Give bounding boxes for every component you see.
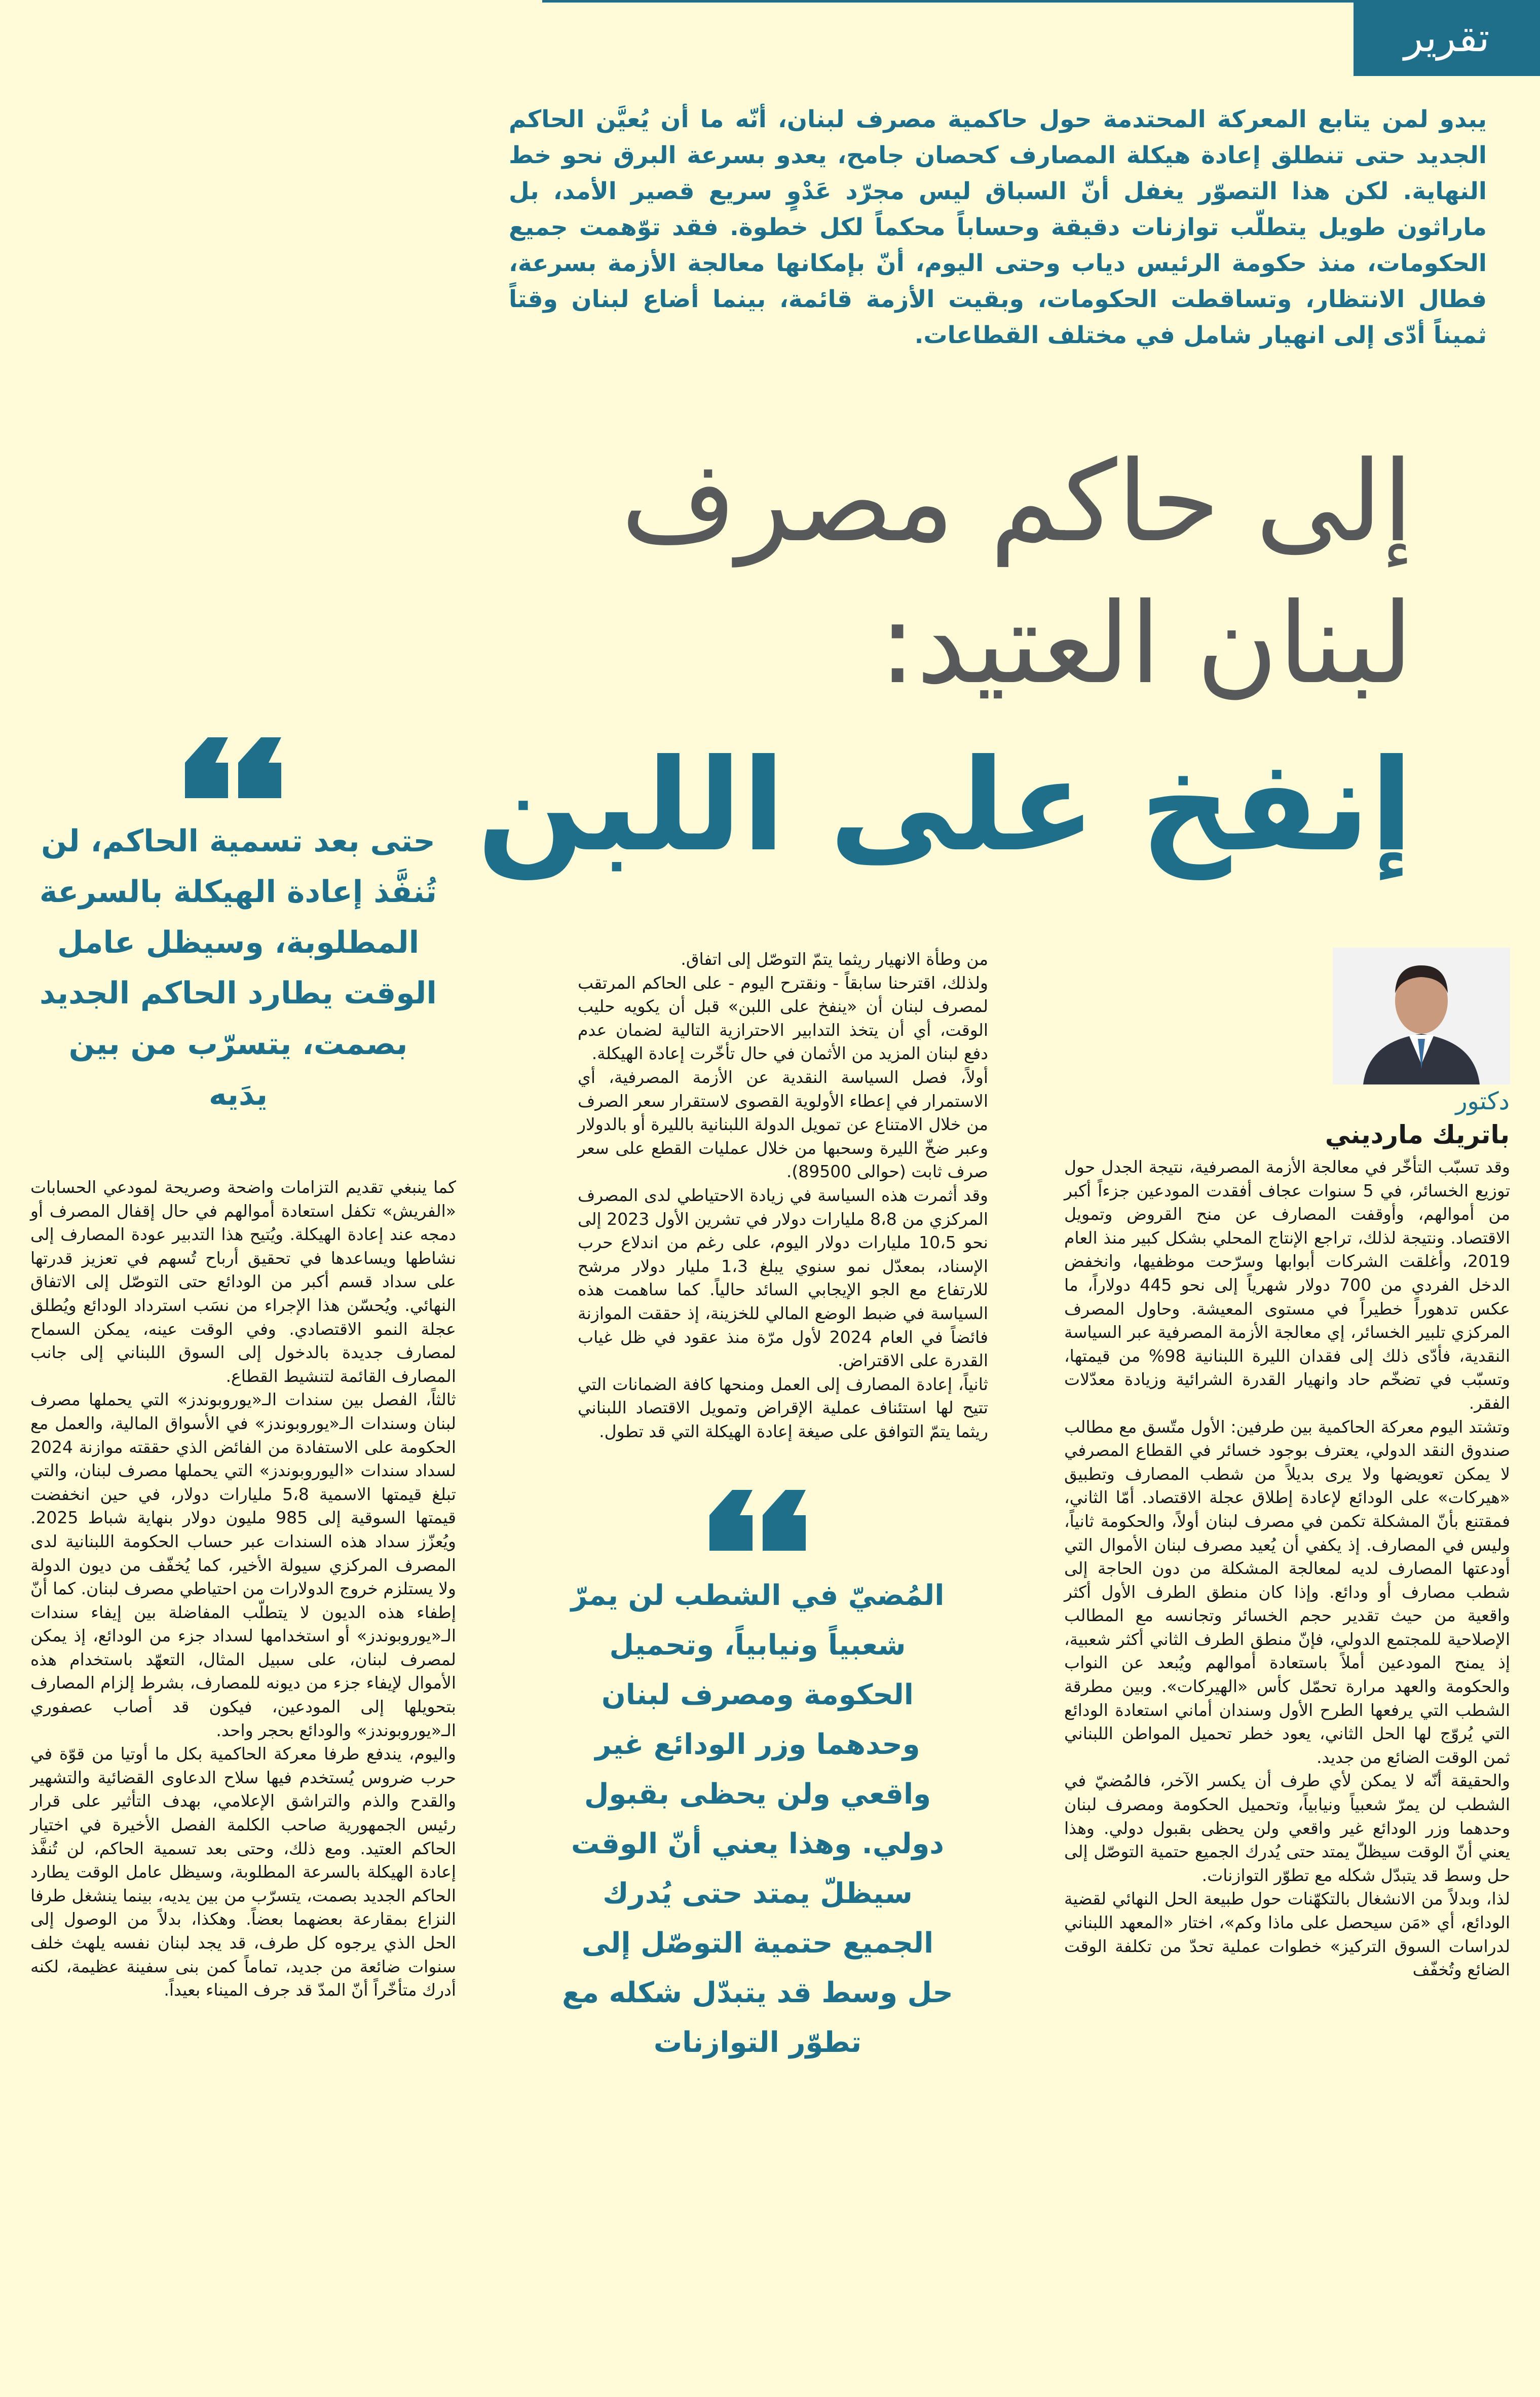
section-tag: تقرير: [1354, 0, 1540, 76]
column-middle: [578, 948, 988, 1443]
author-portrait-icon: [1333, 948, 1510, 1084]
author-photo: [1333, 948, 1510, 1084]
body-paragraph: كما ينبغي تقديم التزامات واضحة وصريحة لمودعي الحسابات «الفريش» تكفل استعادة أموالهم في حال إقفال المصرف أو دمجه عند إعادة الهيكلة. ويُتيح هذا التدبير عودة المصارف إلى نشاطها ويساعدها في تحقيق أرباح تُسهم في تعزيز قدرتها على سداد قسم أكبر من الودائع حتى التوصّل إلى الاتفاق النهائي. ويُحسّن هذا الإجراء من نسَب استرداد الودائع ويُطلق عجلة النمو الاقتصادي. وفي الوقت عينه، يمكن السماح لمصارف جديدة بالدخول إلى السوق اللبناني إلى جانب المصارف القائمة لتنشيط القطاع.: [30, 1177, 456, 1386]
body-paragraph: ولذلك، اقترحنا سابقاً - ونقترح اليوم - على الحاكم المرتقب لمصرف لبنان أن «ينفخ على اللبن» قبل أن يكويه حليب الوقت، أي أن يتخذ التدابير الاحترازية التالية لضمان عدم دفع لبنان المزيد من الأثمان في حال تأخّرت إعادة الهيكلة.: [578, 972, 988, 1064]
pullquote-2: المُضيّ في الشطب لن يمرّ شعبياً ونيابياً، وتحميل الحكومة ومصرف لبنان وحدهما وزر الودائع غير واقعي ولن يحظى بقبول دولي. وهذا يعني أنّ الوقت سيظلّ يمتد حتى يُدرك الجميع حتمية التوصّل إلى حل وسط قد يتبدّل شكله مع تطوّر التوازنات: [562, 1579, 953, 2059]
body-paragraph: وتشتد اليوم معركة الحاكمية بين طرفين: الأول متّسق مع مطالب صندوق النقد الدولي، يعترف بوجود خسائر في القطاع المصرفي لا يمكن تعويضها ولا يرى بديلاً من شطب المصارف وتطبيق «هيركات» على الودائع لإعادة إطلاق عجلة الاقتصاد. أمّا الثاني، فمقتنع بأنّ المشكلة تكمن في مصرف لبنان أولاً، والحكومة ثانياً، وليس في المصارف. إذ يكفي أن يُعيد مصرف لبنان الأموال التي أودعتها المصارف لديه لمعالجة المشكلة من دون الحاجة إلى شطب مصارف أو ودائع. وإذا كان منطق الطرف الأول أكثر واقعية من حيث تقدير حجم الخسائر وتجانسه مع المطالب الإصلاحية للمجتمع الدولي، فإنّ منطق الطرف الثاني أكثر شعبية، إذ يمنح المودعين أملاً باستعادة أموالهم ويُبعد عن النواب والحكومة والعهد مرارة تحمّل كأس «الهيركات». وبين مطرقة الشطب التي يرفعها الطرح الأول وسندان أماني استعادة الودائع التي يُروّج لها الحل الثاني، يعود خطر تحميل المواطن اللبناني ثمن الوقت الضائع من جديد.: [1064, 1416, 1510, 1767]
body-paragraph: أولاً، فصل السياسة النقدية عن الأزمة المصرفية، أي الاستمرار في إعطاء الأولوية القصوى لاستقرار سعر الصرف من خلال الامتناع عن تمويل الدولة اللبنانية بالليرة أو بالدولار وعبر ضخّ الليرة وسحبها من خلال عمليات القطع على سعر صرف ثابت (حوالى 89500).: [578, 1067, 988, 1182]
body-paragraph: ثانياً، إعادة المصارف إلى العمل ومنحها كافة الضمانات التي تتيح لها استئناف عملية الإقراض وتمويل الاقتصاد اللبناني ريثما يتمّ التوافق على صيغة إعادة الهيكلة التي قد تطول.: [578, 1374, 988, 1441]
headline-line-2: لبنان العتيد:: [879, 579, 1413, 708]
headline: [298, 431, 1413, 887]
lead-paragraph: يبدو لمن يتابع المعركة المحتدمة حول حاكمية مصرف لبنان، أنّه ما أن يُعيَّن الحاكم الجديد حتى تنطلق إعادة هيكلة المصارف كحصان جامح، يعدو بسرعة البرق نحو خط النهاية. لكن هذا التصوّر يغفل أنّ السباق ليس مجرّد عَدْوٍ سريع قصير الأمد، بل ماراثون طويل يتطلّب توازنات دقيقة وحساباً محكماً لكل خطوة. فقد توّهمت جميع الحكومات، منذ حكومة الرئيس دياب وحتى اليوم، أنّ بإمكانها معالجة الأزمة بسرعة، فطال الانتظار، وتساقطت الحكومات، وبقيت الأزمة قائمة، بينما أضاع لبنان وقتاً ثميناً أدّى إلى انهيار شامل في مختلف القطاعات.: [509, 105, 1487, 349]
body-paragraph: ثالثاً، الفصل بين سندات الـ«يوروبوندز» التي يحملها مصرف لبنان وسندات الـ«يوروبوندز» في الأسواق المالية، والعمل مع الحكومة على الاستفادة من الفائض الذي حققته موازنة 2024 لسداد سندات «اليوروبوندز» التي يحملها مصرف لبنان، والتي تبلغ قيمتها الاسمية 5،8 مليارات دولار، في حين انخفضت قيمتها السوقية إلى 985 مليون دولار بنهاية شباط 2025. ويُعزّز سداد هذه السندات عبر حساب الحكومة اللبنانية لدى المصرف المركزي سيولة الأخير، كما يُخفّف من ديون الدولة ولا يستلزم خروج الدولارات من احتياطي مصرف لبنان. كما أنّ إطفاء هذه الديون لا يتطلّب المفاضلة بين إيفاء سندات الـ«يوروبوندز» أو استخدامها لسداد جزء من الودائع، إذ يمكن لمصرف لبنان، على سبيل المثال، التعهّد باستخدام هذه الأموال لإيفاء جزء من ديونه للمصارف، بشرط إلزام المصارف بتحويلها إلى المودعين، فيكون قد أصاب عصفوري الـ«يوروبوندز» والودائع بحجر واحد.: [30, 1390, 456, 1740]
body-paragraph: واليوم، يندفع طرفا معركة الحاكمية بكل ما أوتيا من قوّة في حرب ضروس يُستخدم فيها سلاح الدعاوى القضائية والتشهير والقدح والذم والتراشق الإعلامي، بهدف التأثير على قرار رئيس الجمهورية صاحب الكلمة الفصل الأخيرة في اختيار الحاكم العتيد. ومع ذلك، وحتى بعد تسمية الحاكم، لن تُنفَّذ إعادة الهيكلة بالسرعة المطلوبة، وسيظل عامل الوقت يطارد الحاكم الجديد بصمت، يتسرّب من بين يديه، بينما ينشغل طرفا النزاع بمقارعة بعضهما بعضاً. وهكذا، بدلاً من الوصول إلى الحل الذي يرجوه كل طرف، قد يجد لبنان نفسه يلهث خلف سنوات ضائعة من جديد، تماماً كمن بنى سفينة عظيمة، لكنه أدرك متأخّراً أنّ المدّ قد جرف الميناء بعيداً.: [30, 1744, 456, 2000]
body-paragraph: وقد تسبّب التأخّر في معالجة الأزمة المصرفية، نتيجة الجدل حول توزيع الخسائر، في 5 سنوات عجاف أفقدت المودعين جزءاً أكبر من أموالهم، وأوقفت المصارف عن منح القروض وتمويل الاقتصاد. ونتيجة لذلك، تراجع الإنتاج المحلي بشكل كبير منذ العام 2019، وأغلقت الشركات أبوابها وسرّحت موظفيها، وانخفض الدخل الفردي من 700 دولار شهرياً إلى نحو 445 دولاراً، ما عكس تدهوراً خطيراً في مستوى المعيشة. وحاول المصرف المركزي تلبير الخسائر، إي معالجة الأزمة المصرفية عبر السياسة النقدية، فأدّى ذلك إلى فقدان الليرة اللبنانية 98% من قيمتها، وتسبّب في تضخّم حاد وانهيار القدرة الشرائية وزيادة معدّلات الفقر.: [1064, 1157, 1511, 1413]
column-left: [30, 1176, 456, 2002]
body-paragraph: والحقيقة أنّه لا يمكن لأي طرف أن يكسر الآخر، فالمُضيّ في الشطب لن يمرّ شعبياً ونيابياً، وتحميل الحكومة ومصرف لبنان وحدهما وزر الودائع غير واقعي ولن يحظى بقبول دولي. وهذا يعني أنّ الوقت سيظلّ يمتد حتى يُدرك الجميع حتمية التوصّل إلى حل وسط قد يتبدّل شكله مع تطوّر التوازنات.: [1064, 1771, 1510, 1885]
top-rule: [542, 0, 1354, 3]
headline-line-1: إلى حاكم مصرف: [621, 437, 1413, 567]
author-title: دكتور: [1455, 1087, 1510, 1115]
body-paragraph: من وطأة الانهيار ريثما يتمّ التوصّل إلى اتفاق.: [681, 949, 988, 969]
body-paragraph: لذا، وبدلاً من الانشغال بالتكهّنات حول طبيعة الحل النهائي لقضية الودائع، أي «مَن سيحصل على ماذا وكم»، اختار «المعهد اللبناني لدراسات السوق التركيز» خطوات عملية تحدّ من تكلفة الوقت الضائع وتُخفّف: [1064, 1889, 1510, 1980]
author-name: باتريك مارديني: [1325, 1120, 1510, 1149]
quote-mark-icon: [180, 732, 286, 803]
column-right: [1064, 1155, 1510, 1982]
pullquote-1: حتى بعد تسمية الحاكم، لن تُنفَّذ إعادة الهيكلة بالسرعة المطلوبة، وسيظل عامل الوقت يطارد الحاكم الجديد بصمت، يتسرّب من بين يدَيه: [39, 823, 437, 1112]
quote-mark-icon: [704, 1485, 811, 1556]
headline-line-3: إنفخ على اللبن: [476, 732, 1413, 879]
body-paragraph: وقد أثمرت هذه السياسة في زيادة الاحتياطي لدى المصرف المركزي من 8،8 مليارات دولار في تشرين الأول 2023 إلى نحو 10،5 مليارات دولار اليوم، على رغم من اندلاع حرب الإسناد، بمعدّل نمو سنوي يبلغ 1،3 مليار دولار مرشح للارتفاع مع الجو الإيجابي السائد حالياً. كما ساهمت هذه السياسة في ضبط الوضع المالي للخزينة، إذ حققت الموازنة فائضاً في العام 2024 لأول مرّة منذ عقود في ظل غياب القدرة على الاقتراض.: [578, 1185, 989, 1371]
